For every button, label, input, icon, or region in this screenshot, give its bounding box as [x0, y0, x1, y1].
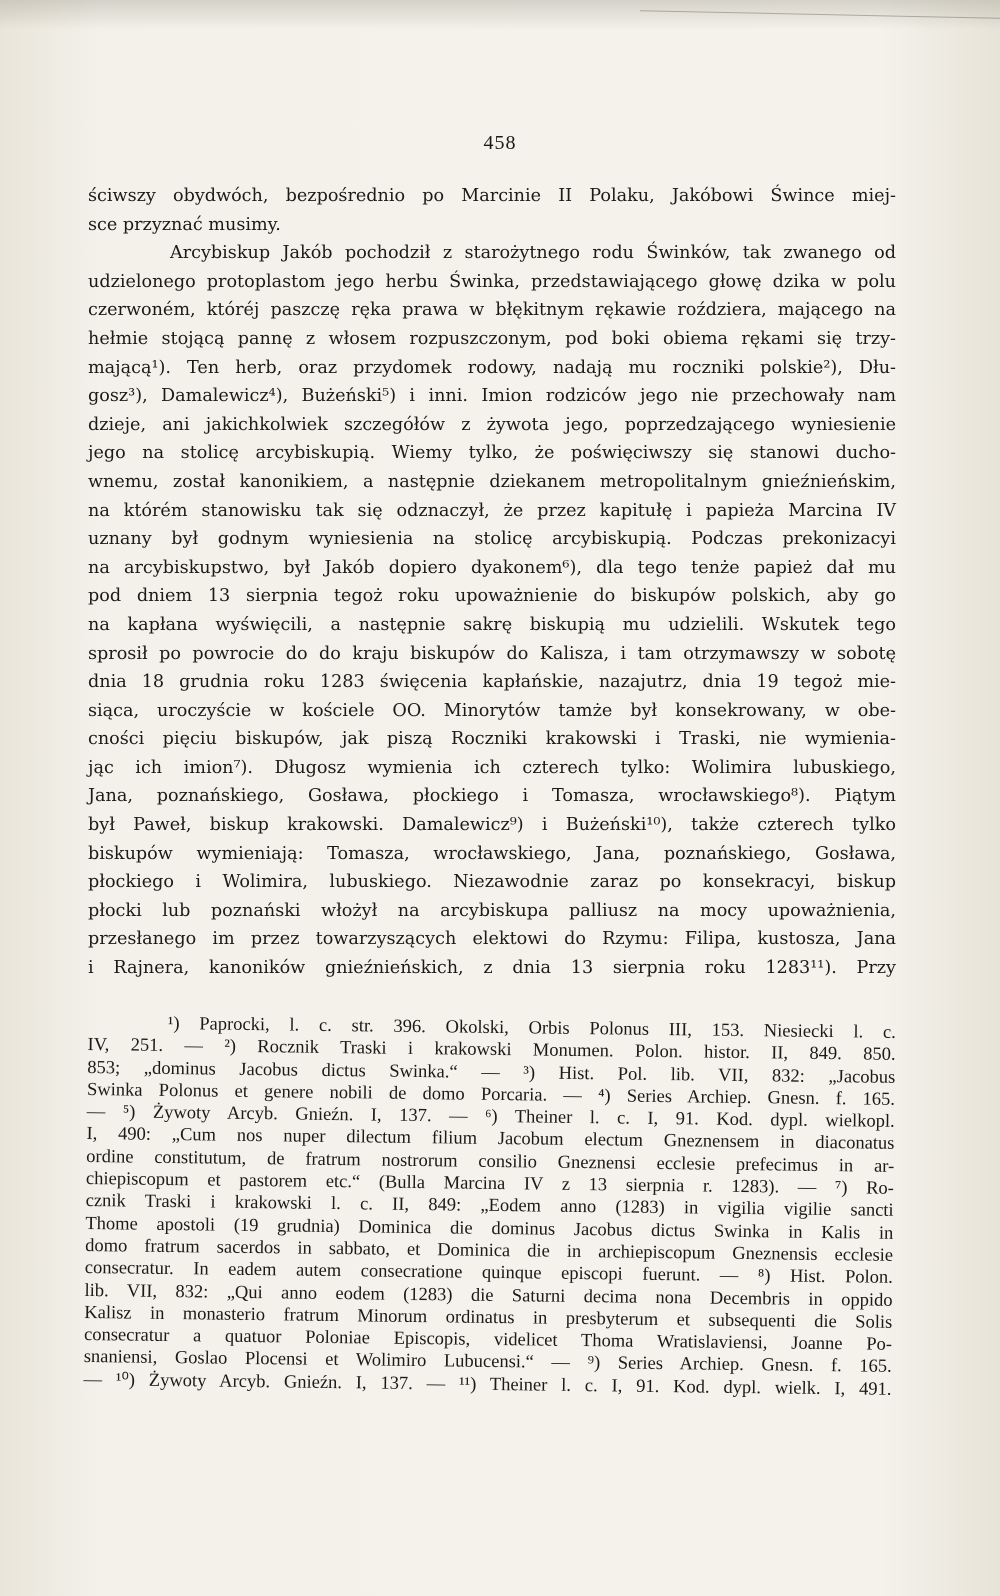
- text-line: dzieje, ani jakichkolwiek szczegółów z żywota jego, poprzedzającego wyniesienie: [88, 414, 896, 435]
- footnote-line: Kalisz in monasterio fratrum Minorum ordinatus in presbyterum et subsequenti die Solis: [84, 1302, 893, 1333]
- text-line: sce przyznać musimy.: [88, 214, 281, 235]
- footnote-line: domo fratrum sacerdos in sabbato, et Dominica die in archiepiscopum Gneznensis ecclesie: [85, 1235, 894, 1266]
- text-line: hełmie stojącą pannę z włosem rozpuszczonym, pod boki obiema rękami się trzy-: [88, 328, 896, 349]
- page-number: 458: [483, 132, 517, 154]
- text-line: i Rajnera, kanoników gnieźnieńskich, z dnia 13 sierpnia roku 1283¹¹). Przy: [88, 958, 896, 979]
- footnote-line: Swinka Polonus et genere nobili de domo Porcaria. — ⁴) Series Archiep. Gnesn. f. 165.: [86, 1079, 896, 1110]
- footnote-line: — ¹⁰) Żywoty Arcyb. Gnieźn. I, 137. — ¹¹) Theiner l. c. I, 91. Kod. dypl. wielk. I, 491.: [83, 1369, 892, 1400]
- text-line: jego na stolicę arcybiskupią. Wiemy tylko, że poświęciwszy się stanowi ducho-: [88, 443, 896, 464]
- text-line: cności pięciu biskupów, jak piszą Roczniki krakowski i Traski, nie wymienia-: [88, 729, 896, 750]
- text-line: na kapłana wyświęcili, a następnie sakrę biskupią mu udzielili. Wskutek tego: [88, 614, 896, 635]
- text-line: mającą¹). Ten herb, oraz przydomek rodowy, nadają mu roczniki polskie²), Dłu-: [88, 357, 896, 378]
- footnote-line: I, 490: „Cum nos nuper dilectum filium Jacobum electum Gneznensem in diaconatus: [86, 1124, 895, 1155]
- footnote-line: IV, 251. — ²) Rocznik Traski i krakowski Monumen. Polon. histor. II, 849. 850.: [87, 1035, 896, 1066]
- footnote-line: ordine constitutum, de fratrum nostrorum consilio Gneznensi ecclesie prefecimus in ar-: [86, 1146, 895, 1177]
- text-line: jąc ich imion⁷). Długosz wymienia ich czterech tylko: Wolimira lubuskiego,: [88, 757, 896, 778]
- footnote-line: Thome apostoli (19 grudnia) Dominica die dominus Jacobus dictus Swinka in Kalis in: [85, 1213, 894, 1244]
- text-line: na arcybiskupstwo, był Jakób dopiero dyakonem⁶), dla tego tenże papież dał mu: [88, 557, 896, 578]
- text-line: Jana, poznańskiego, Gosława, płockiego i Tomasza, wrocławskiego⁸). Piątym: [88, 786, 896, 807]
- text-line: czerwoném, któréj paszczę ręka prawa w błękitnym rękawie roździera, mającego na: [88, 300, 896, 321]
- text-line: gosz³), Damalewicz⁴), Bużeński⁵) i inni. Imion rodziców jego nie przechowały nam: [88, 386, 896, 407]
- main-text: [88, 182, 896, 983]
- text-line: płocki lub poznański włożył na arcybiskupa palliusz na mocy upoważnienia,: [88, 900, 896, 921]
- footnote-line: 853; „dominus Jacobus dictus Swinka.“ — ³) Hist. Pol. lib. VII, 832: „Jacobus: [87, 1057, 896, 1088]
- footnote-line: cznik Traski i krakowski l. c. II, 849: „Eodem anno (1283) in vigilia vigilie sancti: [85, 1191, 894, 1222]
- text-line: pod dniem 13 sierpnia tegoż roku upoważnienie do biskupów polskich, aby go: [88, 586, 896, 607]
- text-line: wnemu, został kanonikiem, a następnie dziekanem metropolitalnym gnieźnieńskim,: [88, 471, 896, 492]
- footnotes: [83, 1012, 896, 1401]
- text-line: był Paweł, biskup krakowski. Damalewicz⁹) i Bużeński¹⁰), także czterech tylko: [88, 815, 896, 836]
- text-line: Arcybiskup Jakób pochodził z starożytnego rodu Świnków, tak zwanego od: [170, 243, 896, 264]
- text-line: przesłanego im przez towarzyszących elektowi do Rzymu: Filipa, kustosza, Jana: [88, 929, 896, 950]
- footnote-line: consecratur. In eadem autem consecratione quinque episcopi fuerunt. — ⁸) Hist. Polon.: [84, 1258, 893, 1289]
- text-line: płockiego i Wolimira, lubuskiego. Niezawodnie zaraz po konsekracyi, biskup: [88, 872, 896, 893]
- footnote-line: snaniensi, Goslao Plocensi et Wolimiro Lubucensi.“ — ⁹) Series Archiep. Gnesn. f. 165.: [83, 1347, 892, 1378]
- text-line: sprosił po powrocie do do kraju biskupów do Kalisza, i tam otrzymawszy w sobotę: [88, 643, 896, 664]
- text-line: udzielonego protoplastom jego herbu Świnka, przedstawiającego głowę dzika w polu: [88, 271, 896, 292]
- text-line: dnia 18 grudnia roku 1283 święcenia kapłańskie, nazajutrz, dnia 19 tegoż mie-: [88, 672, 896, 693]
- footnote-line: lib. VII, 832: „Qui anno eodem (1283) die Saturni decima nona Decembris in oppido: [84, 1280, 893, 1311]
- text-line: biskupów wymieniają: Tomasza, wrocławskiego, Jana, poznańskiego, Gosława,: [88, 843, 896, 864]
- text-line: na którém stanowisku tak się odznaczył, że przez kapitułę i papieża Marcina IV: [88, 500, 896, 521]
- footnote-line: consecratur a quatuor Poloniae Episcopis, videlicet Thoma Wratislaviensi, Joanne Po-: [83, 1325, 893, 1356]
- text-line: uznany był godnym wyniesienia na stolicę arcybiskupią. Podczas prekonizacyi: [88, 529, 896, 550]
- footnote-line: chiepiscopum et pastorem etc.“ (Bulla Marcina IV z 13 sierpnia r. 1283). — ⁷) Ro-: [85, 1169, 895, 1199]
- text-line: ściwszy obydwóch, bezpośrednio po Marcinie II Polaku, Jakóbowi Śwince miej-: [88, 186, 896, 206]
- footnote-line: — ⁵) Żywoty Arcyb. Gnieźn. I, 137. — ⁶) Theiner l. c. I, 91. Kod. dypl. wielkopl.: [86, 1102, 895, 1133]
- footnote-line: ¹) Paprocki, l. c. str. 396. Okolski, Orbis Polonus III, 153. Niesiecki l. c.: [167, 1013, 896, 1043]
- text-line: siąca, uroczyście w kościele OO. Minorytów tamże był konsekrowany, w obe-: [88, 700, 896, 721]
